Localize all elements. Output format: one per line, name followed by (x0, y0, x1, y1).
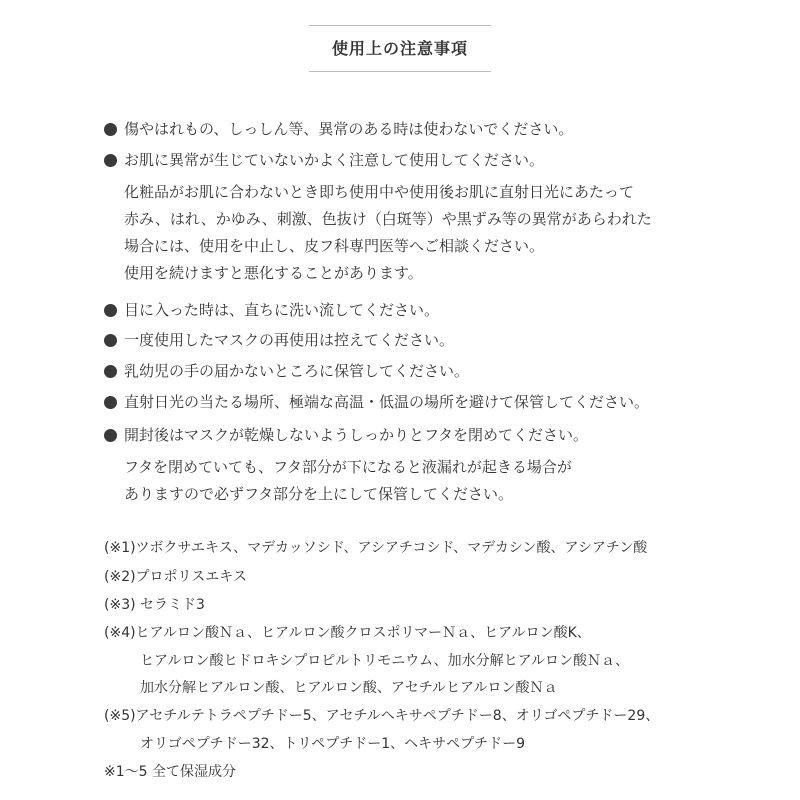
precaution-continuation: 赤み、はれ、かゆみ、刺激、色抜け（白斑等）や黒ずみ等の異常があらわれた (124, 210, 652, 228)
precaution-continuation: 使用を続けますと悪化することがあります。 (124, 264, 423, 282)
ingredient-note: (※1)ツボクサエキス、マデカッソシド、アシアチコシド、マデカシン酸、アシアチン酸 (104, 540, 648, 556)
footnote: ※1～5 全て保湿成分 (104, 764, 236, 780)
bullet-dot (104, 123, 117, 136)
ingredient-note: (※3) セラミド3 (104, 597, 205, 613)
title-divider-bottom (309, 71, 491, 72)
precaution-continuation: 場合には、使用を中止し、皮フ科専門医等へご相談ください。 (124, 237, 545, 255)
bullet-dot (104, 334, 117, 347)
bullet-dot (104, 365, 117, 378)
title-divider-top (309, 25, 491, 26)
bullet-dot (104, 154, 117, 167)
ingredient-note-continuation: ヒアルロン酸ヒドロキシプロピルトリモニウム、加水分解ヒアルロン酸Ｎａ、 (140, 653, 630, 669)
page-title: 使用上の注意事項 (331, 39, 468, 58)
ingredient-note: (※4)ヒアルロン酸Ｎａ、ヒアルロン酸クロスポリマーＮａ、ヒアルロン酸K、 (104, 625, 591, 641)
precaution-item: 直射日光の当たる場所、極端な高温・低温の場所を避けて保管してください。 (124, 393, 650, 411)
precaution-item: お肌に異常が生じていないかよく注意して使用してください。 (124, 151, 545, 169)
precaution-item: 乳幼児の手の届かないところに保管してください。 (124, 362, 470, 380)
precaution-item: 開封後はマスクが乾燥しないようしっかりとフタを閉めてください。 (124, 426, 588, 444)
precaution-item: 傷やはれもの、しっしん等、異常のある時は使わないでください。 (124, 120, 574, 138)
bullet-dot (104, 429, 117, 442)
precaution-continuation: ありますので必ずフタ部分を上にして保管してください。 (124, 485, 513, 503)
precaution-continuation: 化粧品がお肌に合わないとき即ち使用中や使用後お肌に直射日光にあたって (124, 183, 635, 201)
precaution-item: 目に入った時は、直ちに洗い流してください。 (124, 301, 440, 319)
precaution-continuation: フタを閉めていても、フタ部分が下になると液漏れが起きる場合が (124, 458, 572, 476)
ingredient-note: (※2)プロポリスエキス (104, 569, 248, 585)
ingredient-note-continuation: 加水分解ヒアルロン酸、ヒアルロン酸、アセチルヒアルロン酸Ｎａ (140, 680, 558, 696)
bullet-dot (104, 396, 117, 409)
precaution-item: 一度使用したマスクの再使用は控えてください。 (124, 331, 455, 349)
bullet-dot (104, 304, 117, 317)
ingredient-note-continuation: オリゴペプチドー32、トリペプチドー1、ヘキサペプチドー9 (140, 736, 526, 752)
ingredient-note: (※5)アセチルテトラペプチドー5、アセチルヘキサペプチドー8、オリゴペプチドー29、 (104, 708, 660, 724)
